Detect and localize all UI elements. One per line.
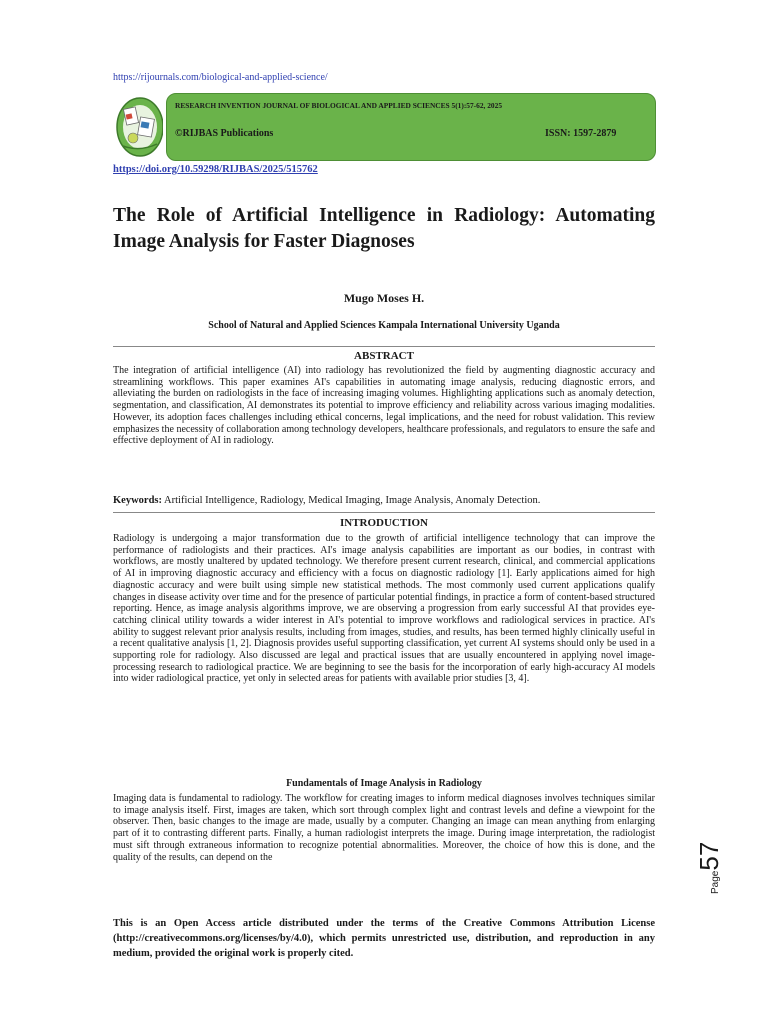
- author-name: Mugo Moses H.: [343, 291, 425, 305]
- article-title: The Role of Artificial Intelligence in Radiology: Automating Image Analysis for Faster Diagnoses: [113, 205, 655, 252]
- publisher-label: ©RIJBAS Publications: [175, 128, 274, 139]
- issn-label: ISSN: 1597-2879: [545, 128, 617, 139]
- abstract-top-divider: [113, 346, 655, 347]
- keywords-label: Keywords:: [113, 495, 162, 506]
- doi-link[interactable]: https://doi.org/10.59298/RIJBAS/2025/515762: [113, 164, 318, 175]
- page-label: Page: [710, 870, 721, 894]
- license-notice: This is an Open Access article distributed under the terms of the Creative Commons Attribution License (http://creativecommons.org/licenses/by/4.0), which permits unrestricted use, distribution, and reproduction in any medium, provided the original work is properly cited.: [113, 918, 655, 959]
- page-number-value: 57: [694, 841, 724, 871]
- journal-name: RESEARCH INVENTION JOURNAL OF BIOLOGICAL AND APPLIED SCIENCES 5(1):57-62, 2025: [175, 101, 503, 110]
- author-affiliation: School of Natural and Applied Sciences Kampala International University Uganda: [208, 320, 560, 331]
- abstract-bottom-divider: [113, 512, 655, 513]
- abstract-text: The integration of artificial intelligence (AI) into radiology has revolutionized the field by augmenting diagnostic accuracy and streamlining workflows. This paper examines AI's capabilities in automating image analysis, reducing diagnostic errors, and alleviating the burden on radiologists in the face of increasing imaging volumes. Highlighting applications such as anomaly detection, segmentation, and classification, AI demonstrates its potential to improve efficiency and reliability across various imaging modalities. However, its adoption faces challenges including ethical concerns, legal implications, and the need for robust validation. This review emphasizes the necessity of collaboration among technology developers, healthcare professionals, and regulators to ensure the safe and effective deployment of AI in radiology.: [113, 365, 655, 447]
- keywords-line: [113, 495, 655, 506]
- introduction-heading: INTRODUCTION: [339, 517, 428, 529]
- journal-logo-icon: [113, 96, 163, 158]
- introduction-text: Radiology is undergoing a major transformation due to the growth of artificial intelligence technology that can improve the performance of radiologists and their practices. AI's image analysis capabilities are important as our bodies, in contrast with workflows, are mostly unaltered by updated technology. We therefore present current research, clinical, and commercial applications of AI in improving diagnostic accuracy and efficiency with a focus on diagnostic radiology [1]. Early applications aimed for high diagnostic accuracy and were built using simple new statistical methods. The most commonly used current applications qualify changes in disease activity over time and for the presence of particular potential findings, in practice a form of content-based structured reporting. Hence, as image analysis algorithms improve, we are observing a progression from early successful AI that provides eye-catching clinical utility towards a wider interest in AI's potential to improve workflows and radiological services in practice. AI's ability to suggest relevant prior analysis results, including from images, studies, and results, has been termed highly clinically useful in a recent qualitative analysis [1, 2]. Diagnosis provides useful supporting classification, yet current AI systems should only be used in a supporting role for radiology. Also discussed are legal and practical issues that are usually encountered in applying novel image-processing research to radiological practice. We are beginning to see the basis for the incorporation of early high-accuracy AI models into wider radiological practice, yet only in selected areas for patients with available prior studies [3, 4].: [113, 533, 655, 685]
- fundamentals-text: Imaging data is fundamental to radiology. The workflow for creating images to inform medical diagnoses involves techniques similar to image analysis itself. First, images are taken, which sort through complex light and contrast levels and define a viewpoint for the observer. Then, basic changes to the image are made, usually by a computer. Changing an image can mean anything from enlarging part of it to contrasting different parts. Finally, a human radiologist interprets the image. During image interpretation, the radiologist must sift through extraneous information to recognize potential abnormalities. Moreover, the choice of how this is done, and the quality of the results, can depend on the: [113, 793, 655, 863]
- keywords-list: Artificial Intelligence, Radiology, Medical Imaging, Image Analysis, Anomaly Detection.: [162, 495, 541, 506]
- journal-url-link[interactable]: https://rijournals.com/biological-and-applied-science/: [113, 72, 328, 83]
- fundamentals-heading: Fundamentals of Image Analysis in Radiology: [286, 778, 482, 789]
- page-number: [690, 832, 730, 902]
- abstract-heading: ABSTRACT: [354, 350, 414, 362]
